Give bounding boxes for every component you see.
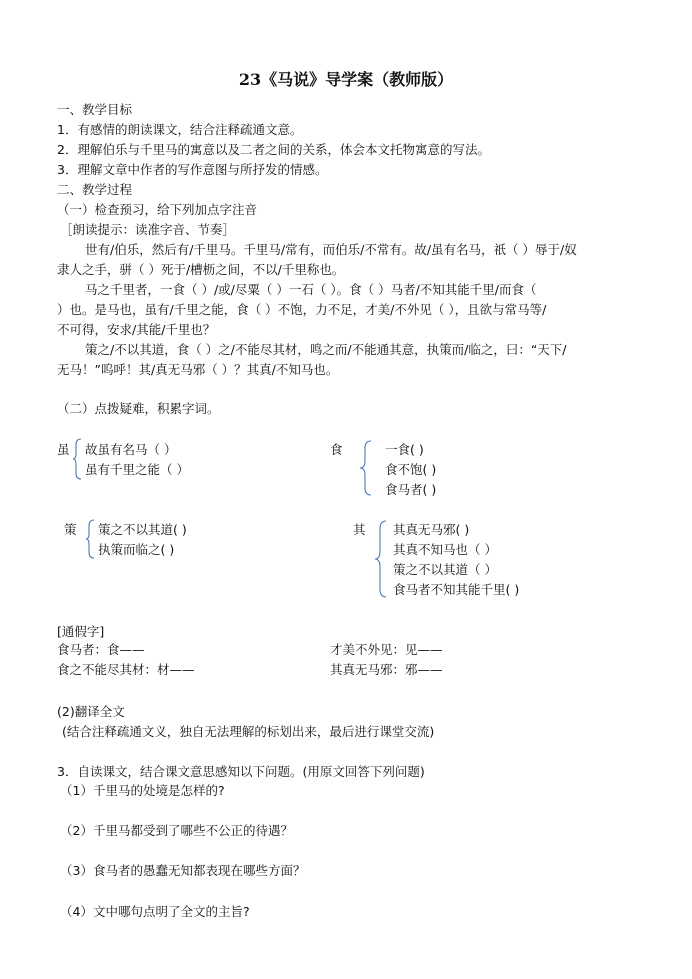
vocab-item: 执策而临之( ) <box>98 542 175 557</box>
vocab-item: 故虽有名马（ ） <box>85 442 177 457</box>
subheading-preview: （一）检查预习，给下列加点字注音 <box>57 202 258 217</box>
tongjia-item: 其真无马邪：邪—— <box>330 662 443 677</box>
vocab-item: 食马者( ) <box>385 482 437 497</box>
translate-note: (结合注释疏通文义，独自无法理解的标划出来，最后进行课堂交流) <box>62 724 435 739</box>
passage-line: 无马！”呜呼！其/真无马邪（ ）？其真/不知马也。 <box>57 362 339 377</box>
goal-item: 2．理解伯乐与千里马的寓意以及二者之间的关系，体会本文托物寓意的写法。 <box>57 142 490 157</box>
vocab-char-shi: 食 <box>330 442 343 457</box>
section-heading-goals: 一、教学目标 <box>57 102 133 117</box>
goal-item: 3．理解文章中作者的写作意图与所抒发的情感。 <box>57 162 328 177</box>
section-heading-process: 二、教学过程 <box>57 182 133 197</box>
vocab-item: 虽有千里之能（ ） <box>85 462 189 477</box>
tongjia-item: 食之不能尽其材：材—— <box>57 662 195 677</box>
subheading-difficulty: （二）点拨疑难，积累字词。 <box>57 401 220 416</box>
vocab-item: 食马者不知其能千里( ) <box>393 582 520 597</box>
question-item: （1）千里马的处境是怎样的? <box>60 783 225 798</box>
passage-line: 不可得，安求/其能/千里也？ <box>57 322 216 337</box>
vocab-char-qi: 其 <box>353 522 366 537</box>
reading-hint: ［朗读提示：读准字音、节奏］ <box>60 222 236 237</box>
vocab-char-sui: 虽 <box>57 442 70 457</box>
vocab-item: 一食( ) <box>385 442 424 457</box>
passage-line: ）也。是马也，虽有/千里之能，食（ ）不饱，力不足，才美/不外见（ ），且欲与常马等/ <box>57 302 547 317</box>
vocab-item: 其真无马邪( ) <box>393 522 470 537</box>
vocab-item: 策之不以其道( ) <box>98 522 187 537</box>
passage-line: 策之/不以其道，食（ ）之/不能尽其材，鸣之而/不能通其意，执策而/临之，曰：“天下/ <box>85 342 567 357</box>
vocab-item: 其真不知马也（ ） <box>393 542 497 557</box>
tongjia-item: 食马者：食—— <box>57 642 145 657</box>
goal-item: 1．有感情的朗读课文，结合注释疏通文意。 <box>57 122 303 137</box>
vocab-item: 策之不以其道（ ） <box>393 562 497 577</box>
passage-line: 隶人之手，骈（ ）死于/槽枥之间，不以/千里称也。 <box>57 262 345 277</box>
question-item: （4）文中哪句点明了全文的主旨? <box>60 904 250 919</box>
brace-icon <box>374 520 388 598</box>
brace-icon <box>359 440 373 496</box>
tongjia-item: 才美不外见：见—— <box>330 642 443 657</box>
questions-intro: 3．自读课文，结合课文意思感知以下问题。(用原文回答下列问题) <box>57 764 425 779</box>
passage-line: 马之千里者，一食（ ）/或/尽粟（ ）一石（ ）。食（ ）马者/不知其能千里/而食（ <box>85 282 537 297</box>
question-item: （2）千里马都受到了哪些不公正的待遇？ <box>60 823 293 838</box>
passage-line: 世有/伯乐，然后有/千里马。千里马/常有，而伯乐/不常有。故/虽有名马，祇（ ）辱于/奴 <box>85 242 577 257</box>
brace-icon <box>86 519 96 559</box>
tongjia-heading: [通假字] <box>57 624 105 639</box>
vocab-item: 食不饱( ) <box>385 462 437 477</box>
page-title: 23《马说》导学案（教师版） <box>238 70 454 89</box>
brace-icon <box>73 438 83 480</box>
vocab-char-ce: 策 <box>64 522 77 537</box>
question-item: （3）食马者的愚蠢无知都表现在哪些方面？ <box>60 863 306 878</box>
translate-heading: (2)翻译全文 <box>57 704 125 719</box>
